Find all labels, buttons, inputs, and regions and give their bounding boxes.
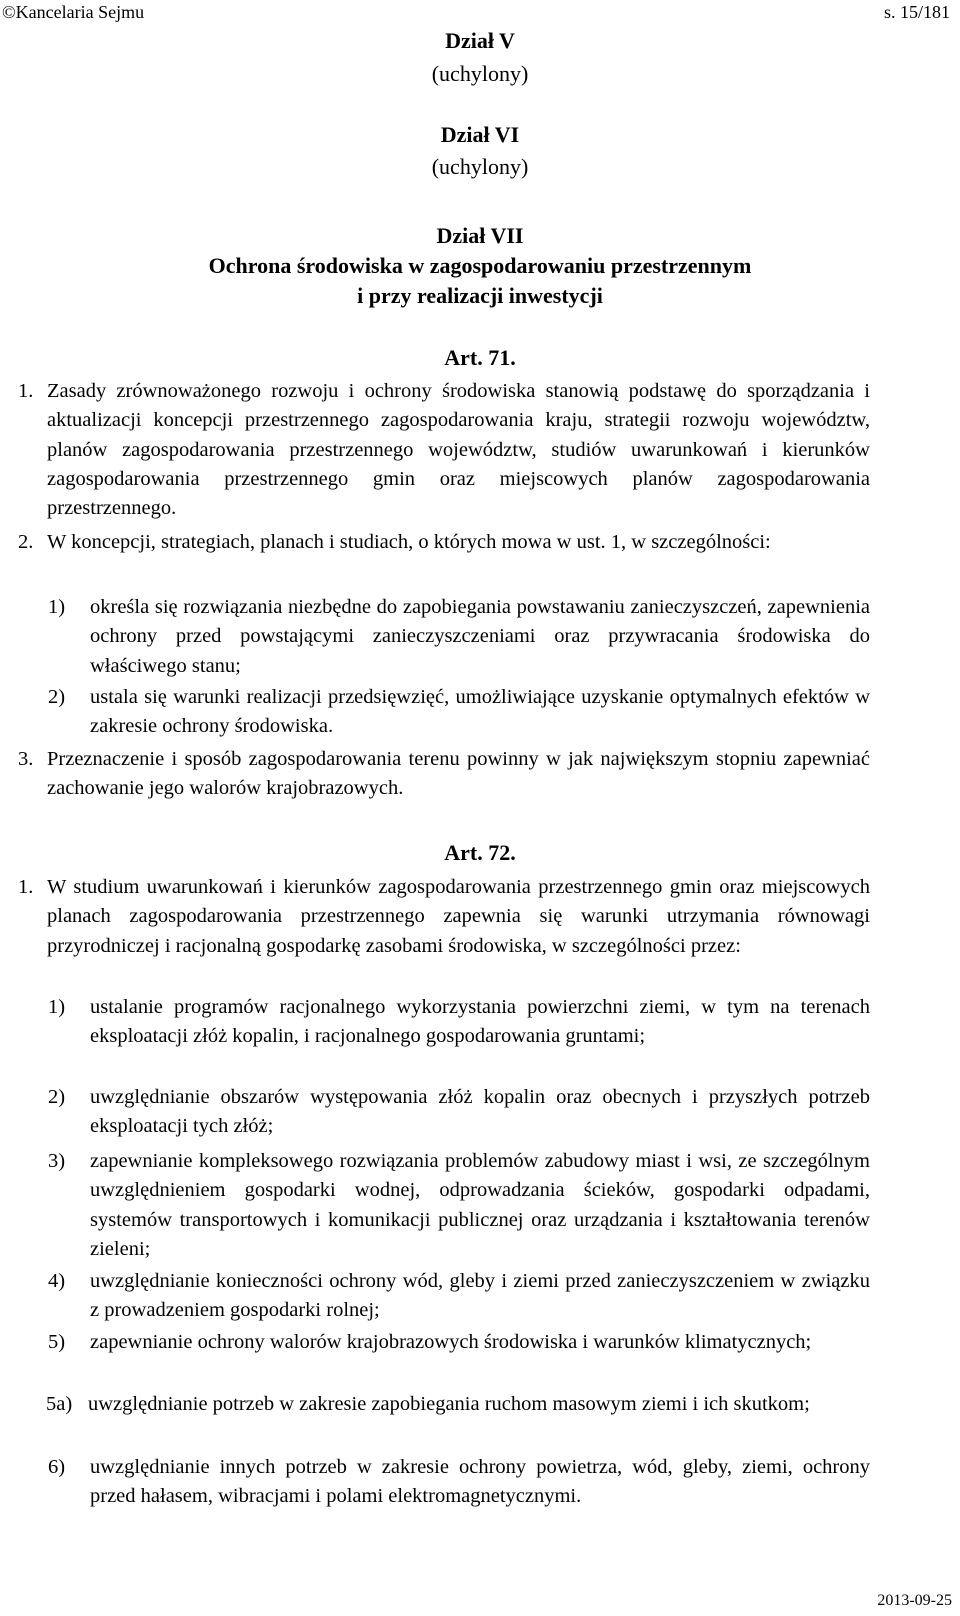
item-number: 3)	[48, 1150, 66, 1172]
division-5-subtitle: (uchylony)	[431, 61, 529, 86]
art72-list-item	[48, 993, 870, 1052]
art72-list-item	[48, 1267, 870, 1326]
division-7-subtitle-line2: i przy realizacji inwestycji	[357, 283, 603, 308]
item-text: uwzględnianie obszarów występowania złóż kopalin oraz obecnych i przyszłych potrzeb eksploatacji tych złóż;	[90, 1086, 870, 1138]
division-6-subtitle: (uchylony)	[431, 154, 529, 179]
art71-paragraph-2	[18, 528, 870, 557]
paragraph-text: W studium uwarunkowań i kierunków zagospodarowania przestrzennego gmin oraz miejscowych planach zagospodarowania przestrzennego zapewnia się warunki utrzymania równowagi przyrodniczej i racjonalną gospodarkę zasobami środowiska, w szczególności przez:	[47, 876, 870, 957]
document-date: 2013-09-25	[877, 1592, 952, 1609]
article-72-heading: Art. 72.	[444, 840, 516, 865]
item-number: 5)	[48, 1331, 66, 1353]
paragraph-number: 1.	[18, 380, 34, 402]
paragraph-text: Zasady zrównoważonego rozwoju i ochrony środowiska stanowią podstawę do sporządzania i aktualizacji koncepcji przestrzennego zagospodarowania kraju, strategii rozwoju województw, planów zagospodarowania przestrzennego województw, studiów uwarunkowań i kierunków zagospodarowania przestrzennego gmin oraz miejscowych planów zagospodarowania przestrzennego.	[47, 380, 870, 520]
art72-list-item	[48, 1328, 870, 1357]
item-text: określa się rozwiązania niezbędne do zapobiegania powstawaniu zanieczyszczeń, zapewnienia ochrony przed powstającymi zanieczyszczeniami oraz przywracania środowiska do właściwego stanu;	[90, 596, 870, 677]
item-text: uwzględnianie potrzeb w zakresie zapobiegania ruchom masowym ziemi i ich skutkom;	[88, 1393, 810, 1415]
paragraph-text: Przeznaczenie i sposób zagospodarowania terenu powinny w jak największym stopniu zapewniać zachowanie jego walorów krajobrazowych.	[47, 748, 870, 800]
item-text: zapewnianie kompleksowego rozwiązania problemów zabudowy miast i wsi, ze szczególnym uwzględnieniem gospodarki wodnej, odprowadzania ścieków, gospodarki odpadami, systemów transportowych i komunikacji publicznej oraz urządzania i kształtowania terenów zieleni;	[90, 1150, 870, 1260]
article-71-heading: Art. 71.	[444, 345, 516, 370]
item-number: 6)	[48, 1456, 66, 1478]
art72-list-item	[48, 1453, 870, 1512]
art71-list-item	[48, 683, 870, 742]
item-number: 4)	[48, 1270, 66, 1292]
item-text: uwzględnianie konieczności ochrony wód, gleby i ziemi przed zanieczyszczeniem w związku z prowadzeniem gospodarki rolnej;	[90, 1270, 870, 1322]
item-number: 1)	[48, 596, 66, 618]
art72-paragraph-1	[18, 873, 870, 961]
art71-list-item	[48, 593, 870, 681]
item-text: zapewnianie ochrony walorów krajobrazowych środowiska i warunków klimatycznych;	[90, 1331, 812, 1353]
paragraph-number: 3.	[18, 748, 34, 770]
division-7-subtitle: Ochrona środowiska w zagospodarowaniu przestrzennym	[208, 253, 752, 278]
division-5-title: Dział V	[445, 28, 515, 53]
item-number: 5a)	[46, 1393, 73, 1415]
item-number: 1)	[48, 996, 66, 1018]
art72-list-item	[48, 1083, 870, 1142]
art72-list-item	[46, 1390, 868, 1419]
paragraph-number: 1.	[18, 876, 34, 898]
copyright-label: ©Kancelaria Sejmu	[2, 2, 145, 22]
art71-paragraph-3	[18, 745, 870, 804]
division-7-title: Dział VII	[436, 223, 524, 248]
art72-list-item	[48, 1147, 870, 1264]
item-text: uwzględnianie innych potrzeb w zakresie ochrony powietrza, wód, gleby, ziemi, ochrony przed hałasem, wibracjami i polami elektromagnetycznymi.	[90, 1456, 870, 1508]
art71-paragraph-1	[18, 377, 870, 523]
item-number: 2)	[48, 686, 66, 708]
paragraph-number: 2.	[18, 531, 34, 553]
item-text: ustala się warunki realizacji przedsięwzięć, umożliwiające uzyskanie optymalnych efektów w zakresie ochrony środowiska.	[90, 686, 870, 738]
item-number: 2)	[48, 1086, 66, 1108]
division-6-title: Dział VI	[440, 122, 520, 147]
item-text: ustalanie programów racjonalnego wykorzystania powierzchni ziemi, w tym na terenach eksploatacji złóż kopalin, i racjonalnego gospodarowania gruntami;	[90, 996, 870, 1048]
paragraph-text: W koncepcji, strategiach, planach i studiach, o których mowa w ust. 1, w szczególności:	[47, 531, 771, 553]
page-number: s. 15/181	[883, 2, 950, 22]
